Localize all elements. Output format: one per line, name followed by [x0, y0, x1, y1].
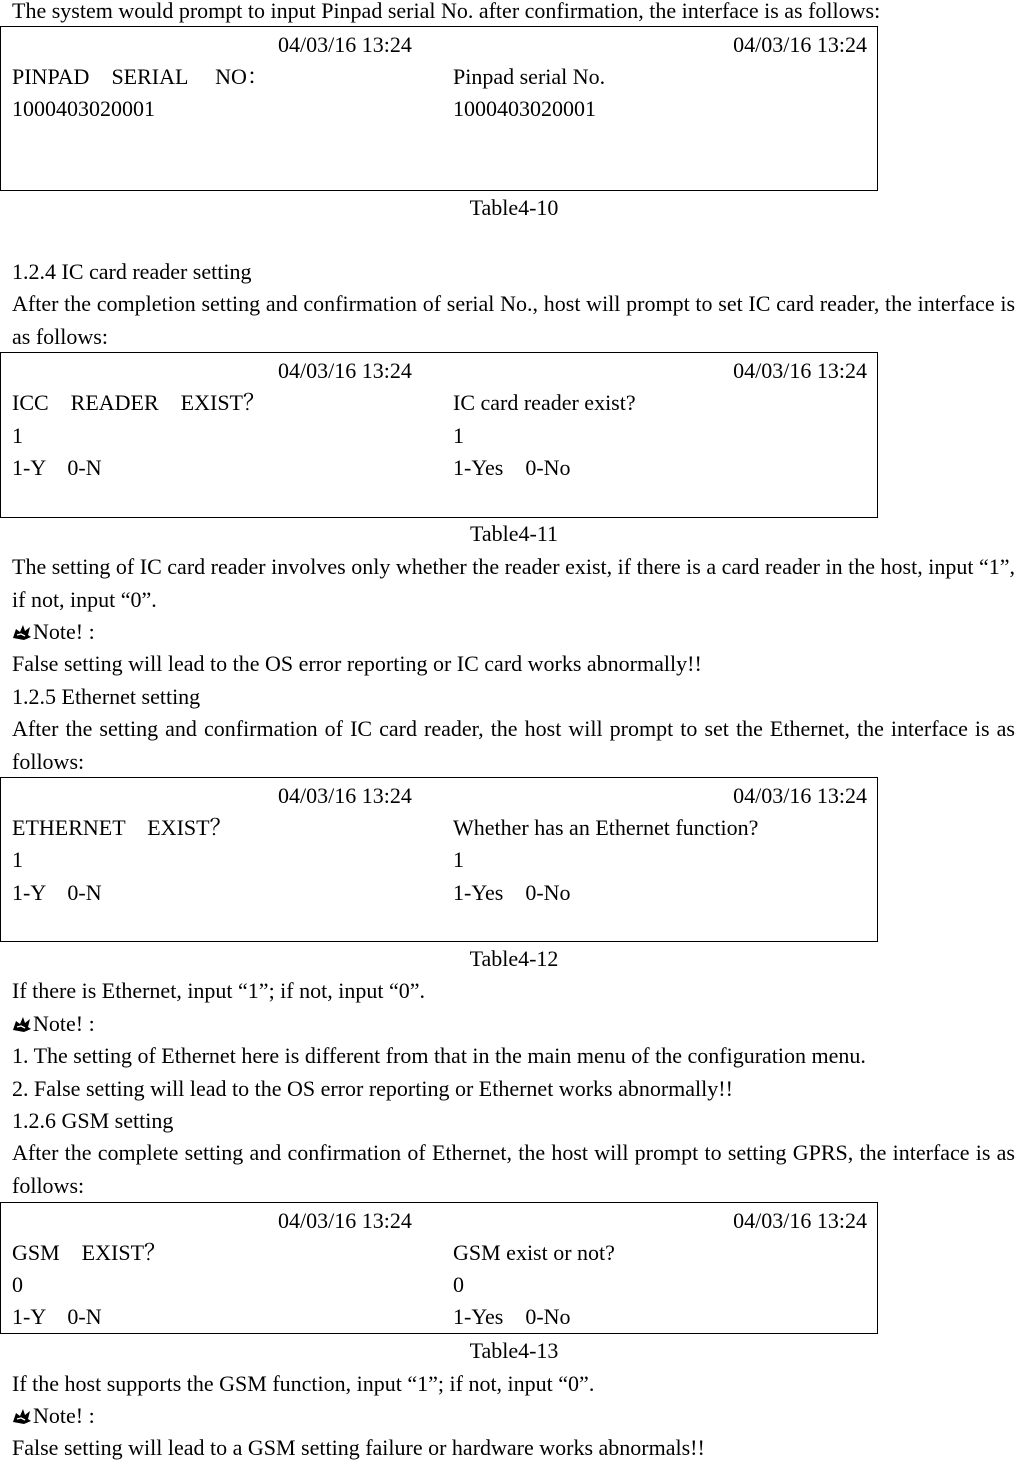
- note-line: [12, 1010, 95, 1038]
- ic-note-text: False setting will lead to the OS error reporting or IC card works abnormally!!: [12, 651, 702, 676]
- note-hand-icon: [12, 1407, 32, 1425]
- screen-table-4-11: [0, 352, 878, 518]
- note-hand-icon: [12, 1015, 32, 1033]
- note-line: [12, 1402, 95, 1430]
- screen-table-4-10: [0, 26, 878, 191]
- datetime-right: 04/03/16 13:24: [733, 32, 867, 57]
- note-line: [12, 618, 95, 646]
- right-line: GSM exist or not?: [453, 1240, 615, 1265]
- datetime-left: 04/03/16 13:24: [278, 783, 412, 808]
- note-hand-icon: [12, 623, 32, 641]
- right-line: 0: [453, 1272, 464, 1297]
- screen-table-4-12: [0, 777, 878, 942]
- section-heading-ethernet: 1.2.5 Ethernet setting: [12, 684, 201, 709]
- datetime-right: 04/03/16 13:24: [733, 783, 867, 808]
- note-label: Note! :: [33, 1403, 95, 1428]
- eth-intro-paragraph: After the setting and confirmation of IC card reader, the host will prompt to set the Ethernet, the interface is as follows:: [12, 716, 1015, 774]
- right-line: 1-Yes 0-No: [453, 880, 571, 905]
- table-caption: Table4-11: [469, 521, 559, 546]
- screen-table-4-13: [0, 1202, 878, 1334]
- left-line: ICC READER EXIST？: [12, 390, 266, 415]
- datetime-right: 04/03/16 13:24: [733, 358, 867, 383]
- eth-body-text: If there is Ethernet, input “1”; if not, input “0”.: [12, 978, 425, 1003]
- intro-text: The system would prompt to input Pinpad serial No. after confirmation, the interface is as follows:: [12, 0, 881, 23]
- left-line: ETHERNET EXIST？: [12, 815, 232, 840]
- ic-intro-paragraph: After the completion setting and confirmation of serial No., host will prompt to set IC card reader, the interface is as follows:: [12, 291, 1015, 349]
- left-line: 1-Y 0-N: [12, 880, 102, 905]
- right-line: 1-Yes 0-No: [453, 455, 571, 480]
- datetime-right: 04/03/16 13:24: [733, 1208, 867, 1233]
- gsm-body-text: If the host supports the GSM function, input “1”; if not, input “0”.: [12, 1371, 595, 1396]
- right-line: 1-Yes 0-No: [453, 1304, 571, 1329]
- eth-note-2: 2. False setting will lead to the OS error reporting or Ethernet works abnormally!!: [12, 1076, 733, 1101]
- gsm-intro-paragraph: After the complete setting and confirmation of Ethernet, the host will prompt to setting GPRS, the interface is as follows:: [12, 1140, 1015, 1198]
- datetime-left: 04/03/16 13:24: [278, 32, 412, 57]
- left-line: 1000403020001: [12, 96, 155, 121]
- right-line: IC card reader exist?: [453, 390, 636, 415]
- table-caption: Table4-10: [469, 195, 559, 220]
- section-heading-ic: 1.2.4 IC card reader setting: [12, 259, 252, 284]
- left-line: 1-Y 0-N: [12, 1304, 102, 1329]
- note-label: Note! :: [33, 619, 95, 644]
- right-line: Pinpad serial No.: [453, 64, 606, 89]
- table-caption: Table4-13: [469, 1338, 559, 1363]
- left-line: 1-Y 0-N: [12, 455, 102, 480]
- ic-body-paragraph: The setting of IC card reader involves only whether the reader exist, if there is a card reader in the host, input “1”, if not, input “0”.: [12, 554, 1015, 612]
- gsm-note-text: False setting will lead to a GSM setting failure or hardware works abnormals!!: [12, 1435, 705, 1460]
- note-label: Note! :: [33, 1011, 95, 1036]
- left-line: 1: [12, 847, 23, 872]
- eth-note-1: 1. The setting of Ethernet here is different from that in the main menu of the configuration menu.: [12, 1043, 866, 1068]
- right-line: Whether has an Ethernet function?: [453, 815, 759, 840]
- left-line: GSM EXIST？: [12, 1240, 167, 1265]
- right-line: 1: [453, 847, 464, 872]
- left-line: 0: [12, 1272, 23, 1297]
- left-line: PINPAD SERIAL NO：: [12, 64, 269, 89]
- datetime-left: 04/03/16 13:24: [278, 1208, 412, 1233]
- right-line: 1000403020001: [453, 96, 596, 121]
- datetime-left: 04/03/16 13:24: [278, 358, 412, 383]
- section-heading-gsm: 1.2.6 GSM setting: [12, 1108, 174, 1133]
- left-line: 1: [12, 423, 23, 448]
- table-caption: Table4-12: [469, 946, 559, 971]
- right-line: 1: [453, 423, 464, 448]
